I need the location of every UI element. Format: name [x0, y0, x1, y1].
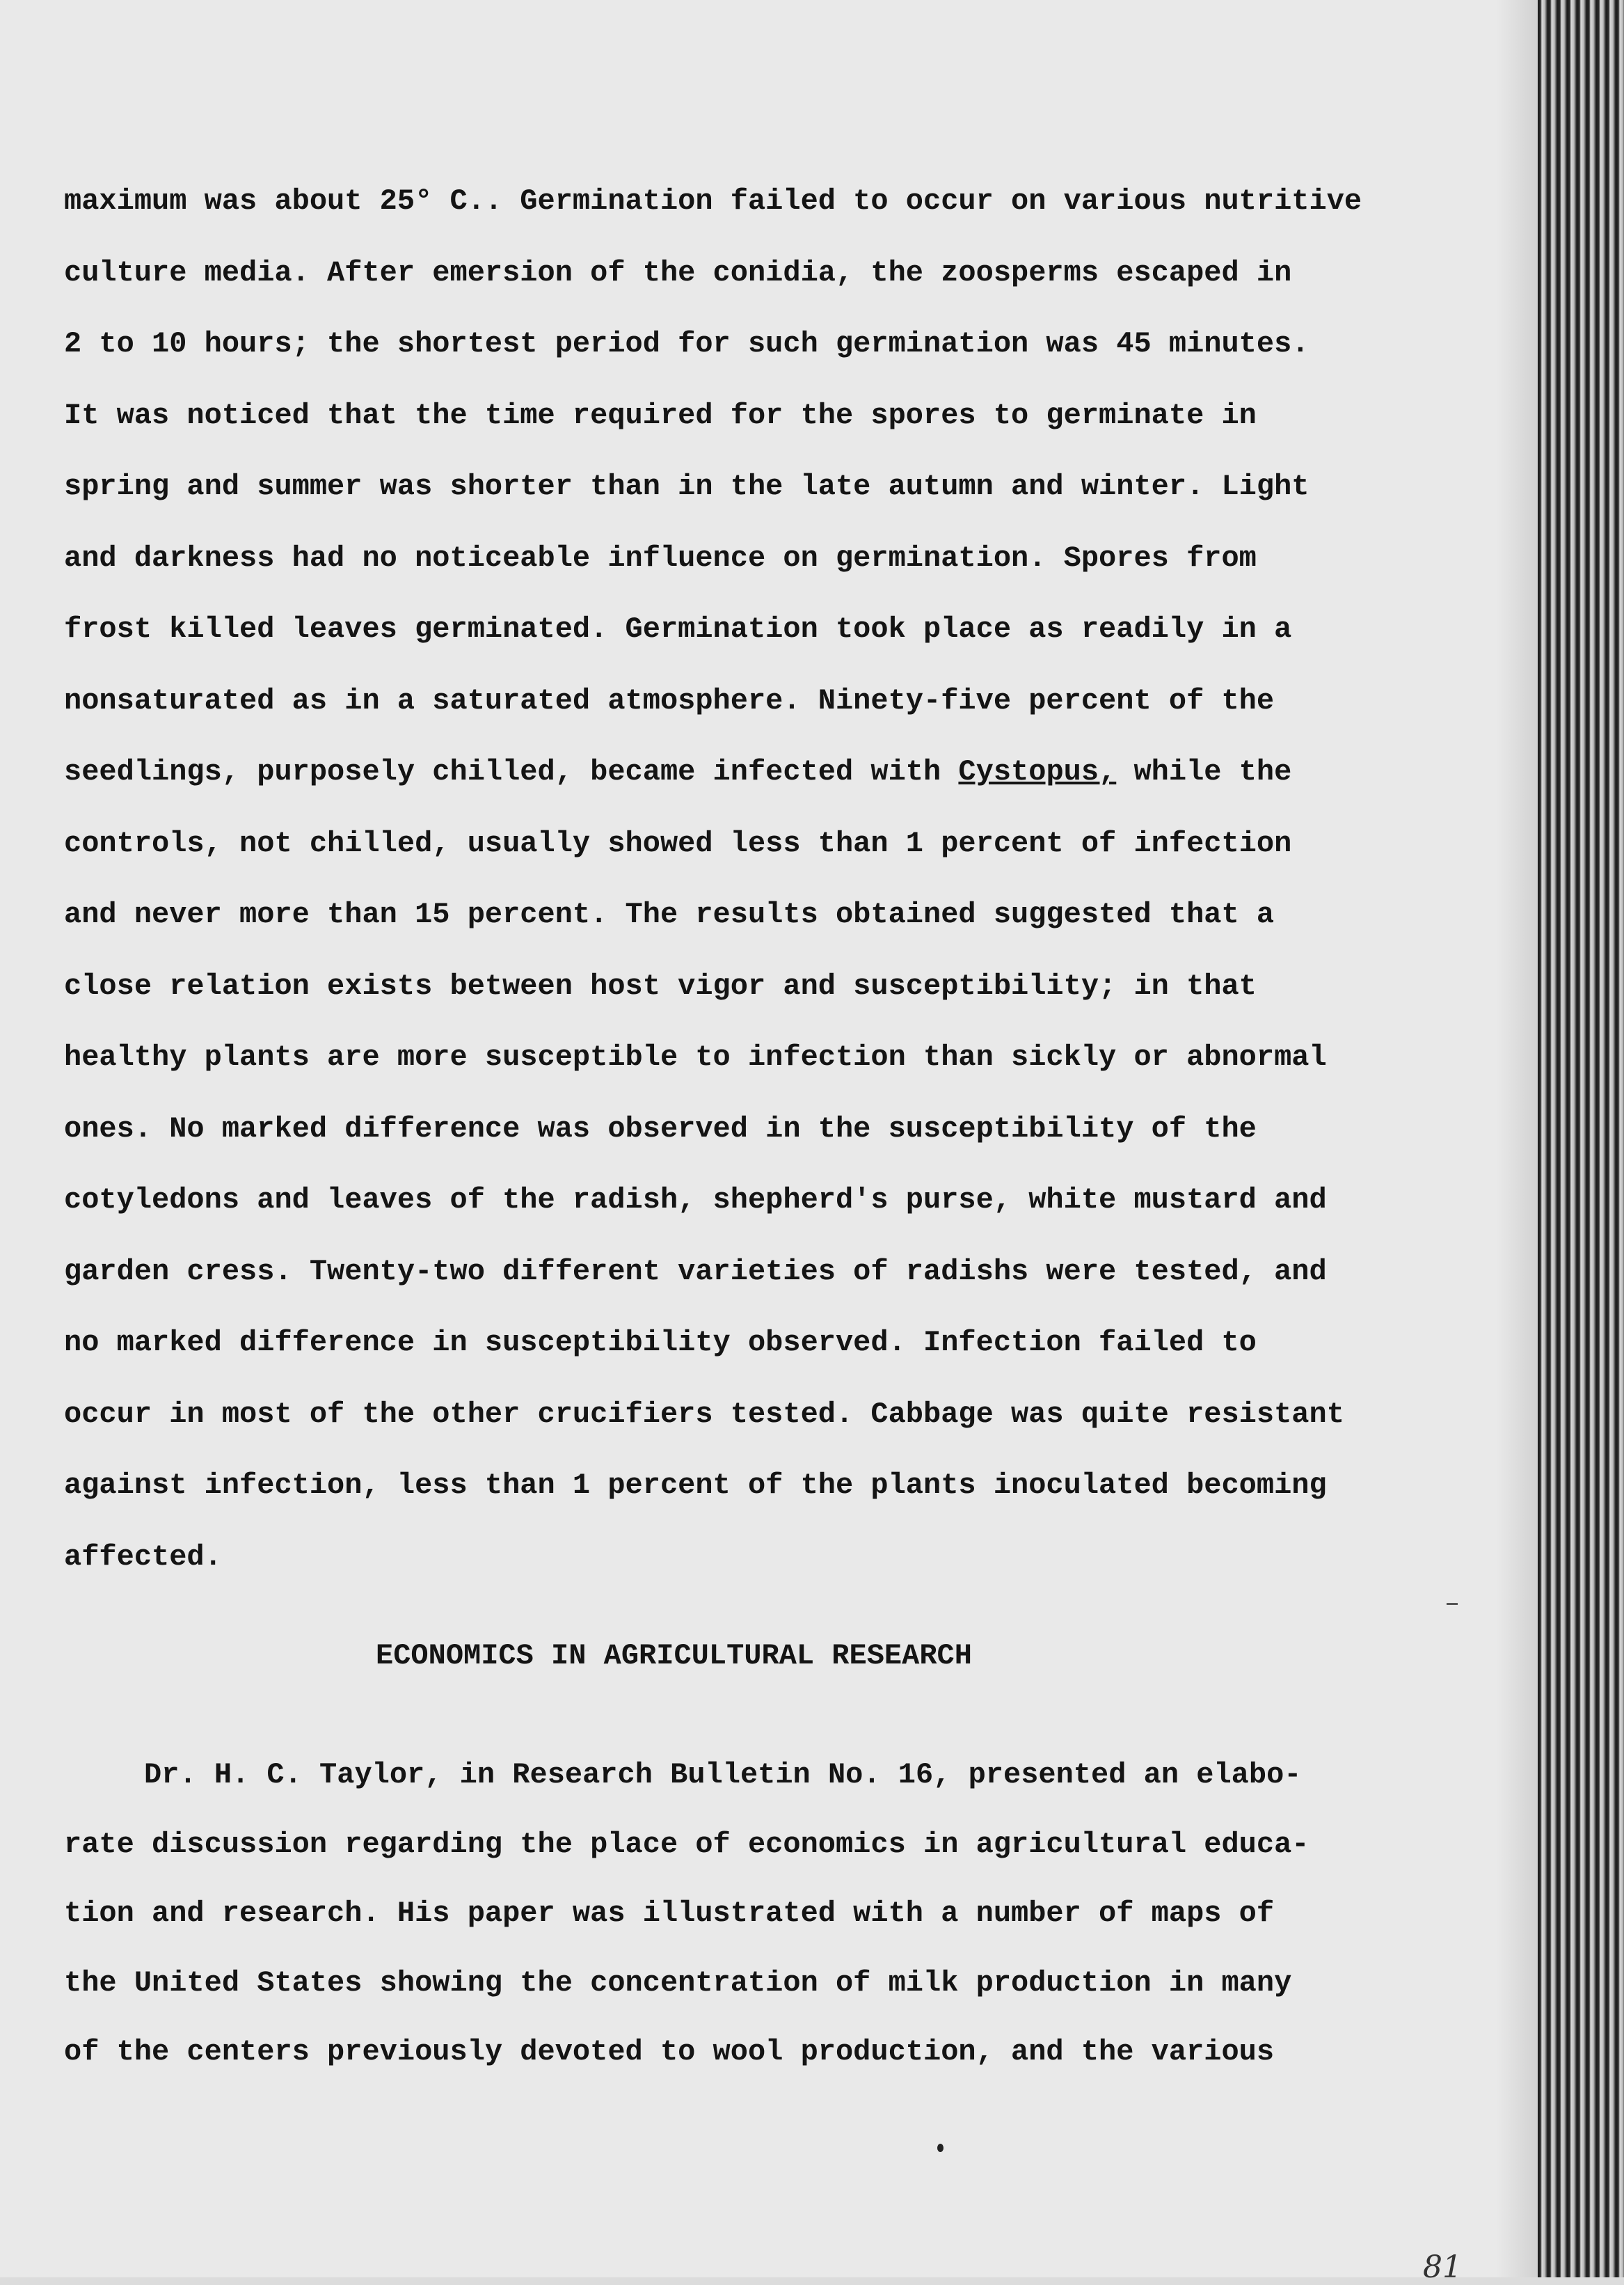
binding-edge: [1538, 0, 1624, 2277]
text-line: frost killed leaves germinated. Germination took place as readily in a: [64, 612, 1292, 646]
text-line: maximum was about 25° C.. Germination failed to occur on various nutritive: [64, 184, 1362, 218]
underlined-genus-name: Cystopus,: [958, 755, 1117, 789]
text-line: the United States showing the concentration of milk production in many: [64, 1966, 1292, 2000]
text-line: Dr. H. C. Taylor, in Research Bulletin No. 16, presented an elabo-: [144, 1758, 1302, 1792]
text-line: of the centers previously devoted to wool production, and the various: [64, 2035, 1275, 2069]
text-line: nonsaturated as in a saturated atmosphere. Ninety-five percent of the: [64, 683, 1275, 718]
text-line: [64, 736, 1386, 808]
text-fragment: while the: [1116, 755, 1292, 789]
text-line: culture media. After emersion of the conidia, the zoosperms escaped in: [64, 255, 1292, 290]
text-line: rate discussion regarding the place of economics in agricultural educa-: [64, 1827, 1309, 1861]
section-heading: ECONOMICS IN AGRICULTURAL RESEARCH: [376, 1639, 972, 1673]
ink-speck: [937, 2144, 944, 2152]
text-line: garden cress. Twenty-two different varieties of radishs were tested, and: [64, 1254, 1327, 1288]
text-line: and darkness had no noticeable influence on germination. Spores from: [64, 541, 1257, 575]
text-line: It was noticed that the time required for the spores to germinate in: [64, 398, 1257, 432]
margin-mark: [1447, 1603, 1458, 1605]
text-line: controls, not chilled, usually showed less than 1 percent of infection: [64, 826, 1292, 860]
text-line: close relation exists between host vigor and susceptibility; in that: [64, 969, 1257, 1003]
text-line: cotyledons and leaves of the radish, shepherd's purse, white mustard and: [64, 1183, 1327, 1217]
paragraph-economics: [64, 1741, 1386, 2087]
text-line: against infection, less than 1 percent of the plants inoculated becoming: [64, 1469, 1327, 1502]
text-fragment: seedlings, purposely chilled, became infected with: [64, 755, 959, 789]
page-gutter-shadow: [1496, 0, 1538, 2277]
text-line: no marked difference in susceptibility observed. Infection failed to: [64, 1326, 1257, 1359]
text-line: spring and summer was shorter than in the late autumn and winter. Light: [64, 470, 1309, 503]
text-line: healthy plants are more susceptible to infection than sickly or abnormal: [64, 1041, 1327, 1074]
text-line: occur in most of the other crucifiers tested. Cabbage was quite resistant: [64, 1397, 1344, 1431]
text-line: affected.: [64, 1540, 222, 1574]
paragraph-cystopus: [64, 166, 1386, 1592]
text-line: ones. No marked difference was observed in the susceptibility of the: [64, 1112, 1257, 1146]
text-line: tion and research. His paper was illustrated with a number of maps of: [64, 1897, 1275, 1930]
page-number: 81: [1423, 2250, 1462, 2285]
text-line: and never more than 15 percent. The results obtained suggested that a: [64, 898, 1275, 931]
text-line: 2 to 10 hours; the shortest period for such germination was 45 minutes.: [64, 327, 1309, 361]
